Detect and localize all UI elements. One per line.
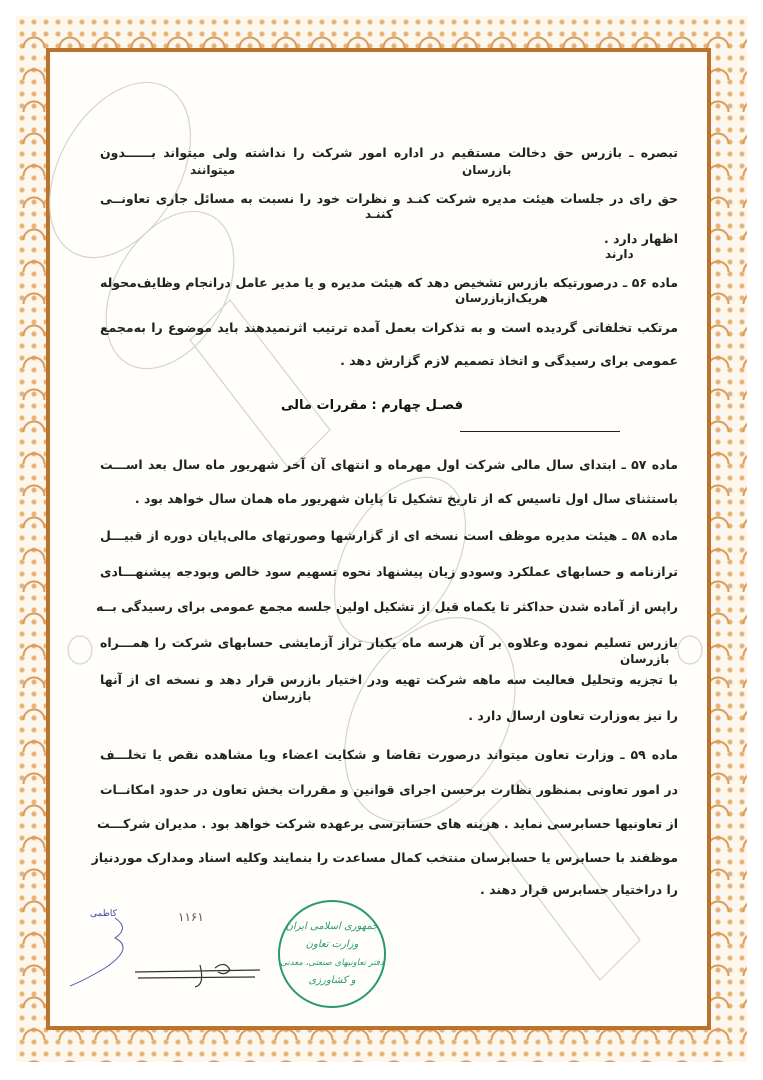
note-line-2: حق رای در جلسات هیئت مدیره شرکت کنـد و نظرات خود را نسبت به مسائل جاری تعاونــی <box>100 191 678 206</box>
article59-line-1: ماده ۵۹ ـ وزارت تعاون میتواند درصورت تقاضا و شکایت اعضاء ویا مشاهده نقص یا تخلـــف <box>100 747 678 762</box>
chapter-heading: فصـل چهارم : مقررات مالی <box>281 398 463 413</box>
stamp-line: دفتر تعاونیهای صنعتی، معدنی <box>280 958 384 968</box>
correction-note: بازرسان <box>262 689 312 703</box>
correction-note: بازرسان <box>620 652 670 666</box>
handwritten-number: ۱۱۶۱ <box>178 910 204 924</box>
article58-line-3: راپس از آماده شدن حداکثر تا یکماه قبل از تشکیل اولین جلسه مجمع عمومی برای رسیدگی بــه <box>95 599 678 614</box>
article57-line-2: باستثنای سال اول تاسیس که از تاریخ تشکیل تا پایان شهریور ماه همان سال خواهد بود . <box>134 491 678 506</box>
official-stamp <box>278 900 386 1008</box>
correction-note: دارند <box>605 247 634 261</box>
article59-line-3: از تعاونیها حسابرسی نماید . هزینه های حسابرسی برعهده شرکت خواهد بود . مدیران شرکـــت <box>97 816 678 831</box>
article58-line-2: ترازنامه و حسابهای عملکرد وسودو زیان پیشنهاد نحوه تسهیم سود خالص وبودجه پیشنهـــادی <box>100 564 678 579</box>
article58-line-1: ماده ۵۸ ـ هیئت مدیره موظف است نسخه ای از گزارشها وصورتهای مالی‌پایان دوره از قبیـــل <box>100 528 678 543</box>
article59-line-2: در امور تعاونی بمنظور نظارت برحسن اجرای قوانین و مقررات بخش تعاون در حدود امکانــات <box>100 782 678 797</box>
stamp-line: وزارت تعاون <box>305 939 359 950</box>
correction-note: کننـد <box>365 207 393 221</box>
article56-line-2: مرتکب تخلفاتی گردیده است و به تذکرات بعمل آمده ترتیب اثرنمیدهند باید موضوع را به‌مجمع <box>100 320 678 335</box>
article56-line-1: ماده ۵۶ ـ درصورتیکه بازرس تشخیص دهد که هیئت مدیره و یا مدیر عامل درانجام وظایف‌محوله <box>100 275 678 290</box>
article59-line-4: موظفند با حسابرس یا حسابرسان منتخب کمال مساعدت را بنمایند وکلیه اسناد ومدارک موردنیاز <box>91 850 678 865</box>
article56-line-3: عمومی برای رسیدگی و اتخاذ تصمیم لازم گزارش دهد . <box>340 353 678 368</box>
heading-underline <box>460 431 620 432</box>
article57-line-1: ماده ۵۷ ـ ابتدای سال مالی شرکت اول مهرماه و انتهای آن آخر شهریور ماه سال بعد اســـت <box>100 457 678 472</box>
stamp-line: جمهوری اسلامی ایران <box>285 921 379 932</box>
article59-line-5: را دراختیار حسابرس قرار دهند . <box>480 882 678 897</box>
correction-note: بازرسان <box>462 163 512 177</box>
article58-line-6: را نیز به‌وزارت تعاون ارسال دارد . <box>468 708 678 723</box>
correction-note: میتوانند <box>190 163 236 177</box>
article58-line-5: با تجزیه وتحلیل فعالیت سه ماهه شرکت تهیه ودر اختیار بازرس قرار دهد و نسخه ای از آنها <box>100 672 678 687</box>
signature <box>130 960 270 990</box>
article58-line-4: بازرس تسلیم نموده وعلاوه بر آن هرسه ماه یکبار تراز آزمایشی حسابهای شرکت را همـــراه <box>100 635 678 650</box>
note-line-1: تبصره ـ بازرس حق دخالت مستقیم در اداره امور شرکت را نداشته ولی میتواند بــــــدون <box>100 145 678 160</box>
svg-text:کاظمی: کاظمی <box>90 909 117 919</box>
stamp-line: و کشاورزی <box>308 975 356 986</box>
correction-note: هریک‌ازبازرسان <box>455 291 548 305</box>
note-line-3: اظهار دارد . <box>604 231 678 246</box>
